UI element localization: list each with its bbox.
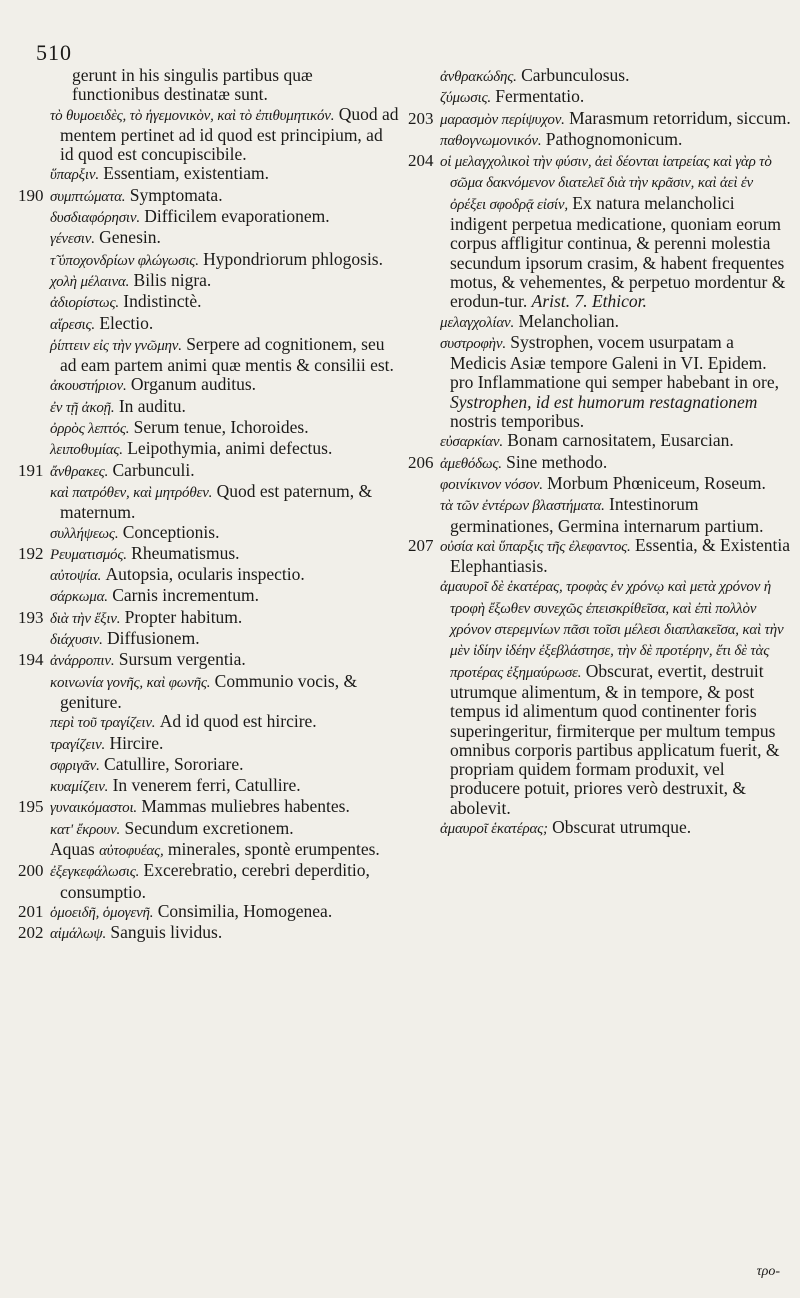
glossary-entry [18, 629, 400, 650]
glossary-entry [18, 461, 400, 482]
latin-translation: Difficilem evaporationem. [144, 206, 330, 227]
glossary-entry [18, 734, 400, 755]
latin-translation: Ad id quod est hircire. [159, 711, 317, 732]
latin-translation: Genesin. [99, 227, 161, 248]
glossary-entry [18, 250, 400, 271]
greek-term: τραγίζειν. [50, 736, 106, 753]
latin-translation: Marasmum retorridum, siccum. [569, 107, 791, 128]
latin-translation: minerales, spontè erumpentes. [167, 838, 380, 859]
glossary-entry [18, 672, 400, 713]
greek-term: δυσδιαφόρησιν. [50, 210, 140, 227]
section-number: 201 [18, 901, 44, 921]
greek-term: ὁμοειδῆ, ὁμογενῆ. [50, 904, 154, 921]
latin-translation: Excerebratio, cerebri deperditio, consumptio. [60, 860, 370, 902]
greek-term: συλλήψεως. [50, 525, 119, 542]
section-number: 200 [18, 861, 44, 881]
latin-translation: Autopsia, ocularis inspectio. [105, 564, 305, 585]
glossary-entry [408, 66, 792, 87]
greek-term: ἀνθρακώδης. [440, 69, 517, 85]
latin-translation: Pathognomonicum. [545, 128, 683, 149]
glossary-entry [18, 650, 400, 671]
greek-term: οὐσία καὶ ὕπαρξις τῆς ἐλεφαντος. [440, 538, 631, 555]
section-number: 191 [18, 460, 44, 480]
glossary-entry [408, 536, 792, 577]
latin-translation: Bonam carnositatem, Eusarcian. [507, 430, 734, 451]
greek-term: σάρκωμα. [50, 589, 108, 606]
glossary-entry [18, 335, 400, 376]
glossary-entry [18, 397, 400, 418]
glossary-entry [18, 271, 400, 292]
glossary-entry [18, 755, 400, 776]
latin-translation: Sursum vergentia. [118, 649, 246, 670]
glossary-entry [18, 923, 400, 944]
page-number: 510 [36, 40, 72, 65]
greek-term: Ρευματισμός. [50, 546, 127, 563]
greek-term: σφριγᾶν. [50, 757, 100, 774]
greek-term: ἀμαυροῖ ἑκατέρας; [440, 820, 548, 837]
greek-term: λειποθυμίας. [50, 442, 123, 459]
latin-translation: Indistinctè. [123, 291, 202, 312]
latin-translation: Quod ad mentem pertinet ad id quod est principium, ad id quod est concupiscibile. [60, 103, 399, 165]
latin-translation: Intestinorum germinationes, Germina internarum partium. [450, 494, 764, 536]
greek-term: ῥίπτειν εἰς τὴν γνῶμην. [50, 337, 182, 354]
greek-term: ἐν τῇ ἀκοῇ. [50, 399, 115, 416]
greek-term: κοινωνία γονῆς, καὶ φωνῆς. [50, 674, 211, 691]
greek-term: οἱ μελαγχολικοὶ τὴν φύσιν, ἀεὶ δέονται ἰατρείας καὶ γὰρ τὸ σῶμα δακνόμενον διατελεῖ διὰ τὴν κρᾶσιν, καὶ ἀεὶ ἐν ὀρέξει σφοδρᾷ εἰσίν, [440, 154, 772, 213]
glossary-entry [18, 292, 400, 313]
greek-term: αὐτοφυέας, [99, 842, 164, 859]
latin-translation: In auditu. [118, 395, 186, 416]
latin-translation: Essentia, & Existentia Elephantiasis. [450, 534, 790, 577]
greek-term: κυαμίζειν. [50, 779, 109, 796]
greek-term: αὐτοψία. [50, 568, 102, 585]
greek-term: ὀρρὸς λεπτός. [50, 421, 130, 438]
greek-term: ἀμαυροῖ δὲ ἑκατέρας, τροφὰς ἐν χρόνῳ καὶ μετὰ χρόνον ἡ τροφὴ ἔξωθεν συνεχῶς ἐπεισκρίθεῖσα, καὶ ἐπὶ πολλὸν χρόνον στερεμνίων πᾶσι τοῖσι μέλεσι διαπλακεῖσα, καὶ τὴν μὲν ἰδίην ἰδέην ἐξεβλάστησε, τὴν δὲ προτέρην, ἔτι δὲ τὰς προτέρας ἐξημαύρωσε. [440, 579, 784, 681]
latin-translation: Obscurat, evertit, destruit utrumque alimentum, & in tempore, & post tempus id alimentum quod continenter foris superingeritur, firmiterque per multum tempus omnibus corporis partibus applicatum fuerit, & propriam quidem formam produxit, vel producere potuit, priores verò destruxit, & abolevit. [450, 660, 780, 818]
glossary-entry [18, 439, 400, 460]
latin-translation: Carbunculosus. [521, 65, 630, 85]
greek-term: χολὴ μέλαινα. [50, 273, 130, 290]
glossary-entry [18, 164, 400, 185]
latin-translation: Quod est paternum, & maternum. [60, 480, 373, 523]
glossary-entry [18, 66, 400, 105]
section-number: 192 [18, 543, 44, 563]
latin-translation: Symptomata. [129, 184, 223, 205]
greek-term: συστροφὴν. [440, 335, 506, 352]
latin-translation: Ex natura melancholici indigent perpetua medicatione, quoniam eorum corpus affligitur continua, & perenni molestia secundum ipsorum crasim, & habent frequentes motus, & vehementes, & perpetuo mordentur & erodun-tur. [450, 192, 786, 312]
section-number: 207 [408, 535, 434, 555]
greek-term: γυναικόμαστοι. [50, 800, 137, 817]
glossary-entry [408, 87, 792, 108]
glossary-entry [18, 819, 400, 840]
greek-term: διάχυσιν. [50, 632, 103, 649]
section-number: 194 [18, 650, 44, 670]
section-number: 202 [18, 923, 44, 943]
greek-term: ἀδιορίστως. [50, 295, 119, 312]
glossary-entry [18, 712, 400, 733]
latin-translation: Leipothymia, animi defectus. [127, 438, 333, 459]
glossary-entry [408, 151, 792, 311]
glossary-entry [18, 523, 400, 544]
latin-translation: Bilis nigra. [133, 269, 212, 290]
greek-term: ὕπαρξιν. [50, 167, 99, 184]
glossary-entry [18, 586, 400, 607]
glossary-entry [408, 333, 792, 431]
latin-translation: Mammas muliebres habentes. [141, 796, 350, 817]
glossary-entry [18, 375, 400, 396]
greek-term: τ̃ ὑποχονδρίων φλώγωσις. [50, 252, 199, 269]
latin-translation: Catullire, Sororiare. [104, 753, 244, 774]
latin-translation: Sanguis lividus. [110, 922, 223, 943]
greek-term: ζύμωσις. [440, 90, 491, 107]
glossary-entry [18, 228, 400, 249]
glossary-entry [18, 861, 400, 902]
latin-translation: In venerem ferri, Catullire. [112, 775, 301, 796]
greek-term: μελαγχολίαν. [440, 314, 515, 331]
glossary-entry [18, 797, 400, 818]
glossary-entry [408, 109, 792, 130]
latin-translation: Conceptionis. [122, 521, 220, 542]
greek-term: διὰ τὴν ἕξιν. [50, 610, 121, 627]
latin-translation: Melancholian. [518, 310, 620, 331]
greek-term: τὰ τῶν ἐντέρων βλαστήματα. [440, 498, 605, 515]
glossary-entry [18, 314, 400, 335]
catchword: τρο- [756, 1264, 780, 1279]
glossary-entry [18, 608, 400, 629]
greek-term: καὶ πατρόθεν, καὶ μητρόθεν. [50, 484, 213, 501]
section-number: 190 [18, 185, 44, 205]
glossary-entry [18, 207, 400, 228]
italic-reference: Arist. 7. Ethicor. [531, 291, 647, 312]
glossary-entry [408, 312, 792, 333]
greek-term: περὶ τοῦ τραγίζειν. [50, 715, 156, 732]
glossary-entry [18, 544, 400, 565]
latin-translation: Serpere ad cognitionem, seu ad eam partem animi quæ mentis & consilii est. [60, 333, 394, 376]
greek-term: παθογνωμονικόν. [440, 132, 542, 149]
glossary-entry [18, 482, 400, 523]
latin-translation: Morbum Phœniceum, Roseum. [547, 472, 766, 493]
greek-term: αἵρεσις. [50, 316, 95, 333]
section-number: 195 [18, 797, 44, 817]
latin-translation: Carbunculi. [112, 459, 195, 480]
latin-translation: Communio vocis, & geniture. [60, 670, 358, 712]
glossary-entry [408, 431, 792, 452]
left-column [18, 66, 400, 944]
latin-translation: Carnis incrementum. [112, 585, 259, 606]
latin-translation: Hypondriorum phlogosis. [203, 248, 383, 269]
greek-term: γένεσιν. [50, 231, 95, 248]
greek-term: κατ' ἔκρουν. [50, 821, 121, 838]
section-number: 193 [18, 607, 44, 627]
latin-translation: Secundum excretionem. [124, 817, 294, 838]
greek-term: τὸ θυμοειδὲς, τὸ ἡγεμονικὸν, καὶ τὸ ἐπιθυμητικόν. [50, 107, 335, 124]
glossary-entry [18, 105, 400, 165]
latin-translation: Obscurat utrumque. [552, 816, 692, 837]
section-number: 203 [408, 108, 434, 128]
latin-translation: Organum auditus. [130, 374, 257, 395]
lead-text: Aquas [50, 838, 95, 859]
latin-translation: Sine methodo. [506, 451, 608, 472]
latin-translation: Diffusionem. [107, 628, 200, 649]
greek-term: ἀνάρροπιν. [50, 653, 115, 670]
latin-tail: nostris temporibus. [450, 411, 585, 432]
greek-term: ἐξεγκεφάλωσις. [50, 864, 140, 881]
glossary-entry [408, 474, 792, 495]
greek-term: εὐσαρκίαν. [440, 434, 503, 451]
greek-term: ἀκουστήριον. [50, 378, 127, 395]
latin-translation: Electio. [99, 312, 154, 333]
latin-translation: Systrophen, vocem usurpatam a Medicis Asiæ tempore Galeni in VI. Epidem. pro Inflammatione qui semper habebant in ore, [450, 331, 779, 393]
greek-term: μαρασμὸν περίψυχον. [440, 111, 565, 128]
latin-translation: Consimilia, Homogenea. [157, 900, 333, 921]
glossary-entry [408, 130, 792, 151]
greek-term: αἱμάλωψ. [50, 926, 106, 943]
greek-term: ἄνθρακες. [50, 463, 109, 480]
section-number: 206 [408, 452, 434, 472]
right-column [408, 66, 792, 839]
greek-term: φοινίκινον νόσον. [440, 476, 543, 493]
latin-translation: Hircire. [109, 732, 164, 753]
latin-translation: Rheumatismus. [131, 542, 240, 563]
latin-translation: Fermentatio. [495, 86, 585, 107]
glossary-entry [408, 818, 792, 839]
glossary-entry [18, 418, 400, 439]
glossary-entry [18, 840, 400, 861]
glossary-entry [18, 186, 400, 207]
latin-translation: Serum tenue, Ichoroides. [133, 417, 309, 438]
glossary-entry [18, 776, 400, 797]
latin-text: gerunt in his singulis partibus quæ functionibus destinatæ sunt. [72, 65, 313, 105]
glossary-entry [18, 565, 400, 586]
greek-term: συμπτώματα. [50, 188, 126, 205]
italic-reference: Systrophen, id est humorum restagnationem [450, 391, 758, 412]
glossary-entry [408, 495, 792, 536]
greek-term: ἀμεθόδως. [440, 455, 502, 472]
glossary-entry [408, 576, 792, 818]
latin-translation: Essentiam, existentiam. [103, 163, 269, 184]
section-number: 204 [408, 151, 434, 171]
glossary-entry [18, 902, 400, 923]
latin-translation: Propter habitum. [124, 606, 243, 627]
glossary-entry [408, 453, 792, 474]
